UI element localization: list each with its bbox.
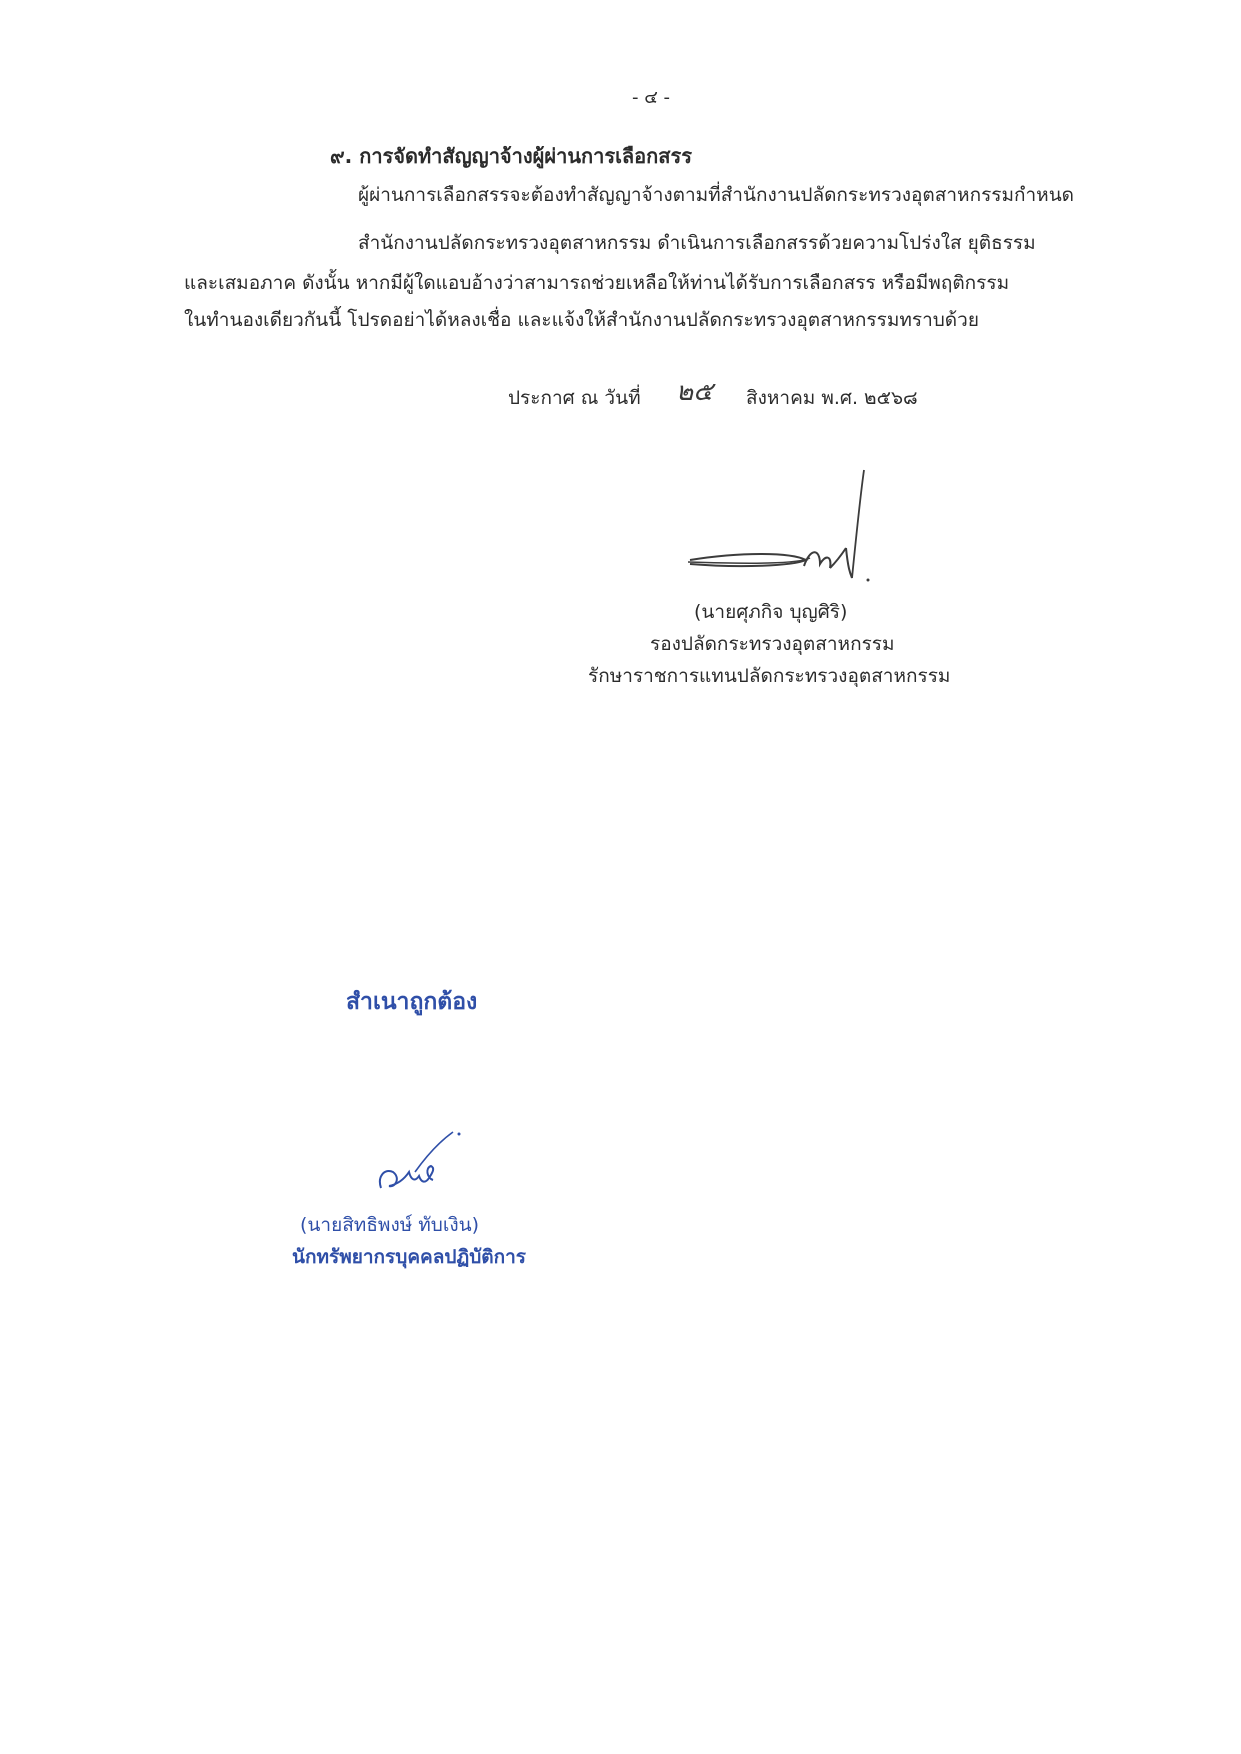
certified-copy-signature [375, 1128, 465, 1198]
date-month-year: สิงหาคม พ.ศ. ๒๕๖๘ [746, 387, 918, 409]
date-day-handwritten: ๒๕ [676, 377, 713, 407]
paragraph-2-line-1: สำนักงานปลัดกระทรวงอุตสาหกรรม ดำเนินการเลือกสรรด้วยความโปร่งใส ยุติธรรม [358, 232, 1036, 254]
paragraph-2-line-3: ในทำนองเดียวกันนี้ โปรดอย่าได้หลงเชื่อ และแจ้งให้สำนักงานปลัดกระทรวงอุตสาหกรรมทราบด้วย [184, 309, 979, 331]
section-heading: ๙. การจัดทำสัญญาจ้างผู้ผ่านการเลือกสรร [330, 144, 692, 168]
date-prefix: ประกาศ ณ วันที่ [508, 387, 641, 409]
signer-acting-position: รักษาราชการแทนปลัดกระทรวงอุตสาหกรรม [588, 665, 951, 687]
signer-position: รองปลัดกระทรวงอุตสาหกรรม [650, 633, 895, 655]
certified-copy-signer-position: นักทรัพยากรบุคคลปฏิบัติการ [292, 1246, 526, 1268]
certified-copy-label: สำเนาถูกต้อง [346, 989, 478, 1015]
page-number: - ๔ - [632, 87, 671, 108]
certified-copy-signer-name: (นายสิทธิพงษ์ ทับเงิน) [300, 1214, 480, 1236]
signature-image [680, 468, 880, 588]
signer-name: (นายศุภกิจ บุญศิริ) [694, 601, 848, 623]
paragraph-2-line-2: และเสมอภาค ดังนั้น หากมีผู้ใดแอบอ้างว่าสามารถช่วยเหลือให้ท่านได้รับการเลือกสรร หรือมีพฤติกรรม [184, 272, 1010, 294]
paragraph-1: ผู้ผ่านการเลือกสรรจะต้องทำสัญญาจ้างตามที่สำนักงานปลัดกระทรวงอุตสาหกรรมกำหนด [358, 184, 1075, 206]
